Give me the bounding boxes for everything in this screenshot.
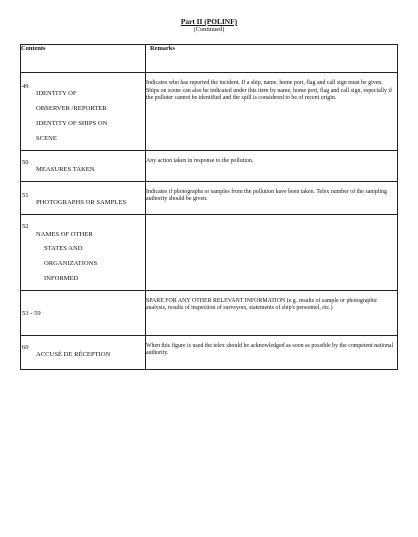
table-header-row xyxy=(21,45,398,73)
contents-remarks-table xyxy=(20,44,398,370)
remarks-cell xyxy=(146,181,398,214)
item-label xyxy=(36,192,145,214)
remarks-cell xyxy=(146,215,398,291)
contents-cell xyxy=(21,335,146,369)
item-label-line: ORGANIZATIONS xyxy=(44,260,98,268)
remarks-cell xyxy=(146,150,398,181)
item-label xyxy=(36,83,145,150)
item-label xyxy=(36,159,145,181)
item-number: 52 xyxy=(22,223,29,231)
table-row xyxy=(21,215,398,291)
item-label-line: STATES AND xyxy=(44,245,83,253)
contents-cell xyxy=(21,215,146,291)
remarks-text: Indicates who has reported the incident. If a ship, name, home port, flag and call sign must be given. Ships on scene can also be indicated under this item by name, home port, flag and call sign, especially if the polluter cannot be identified and the spill is considered to be of recent origin. xyxy=(146,80,393,102)
item-number: 50 xyxy=(22,158,29,166)
remarks-cell xyxy=(146,73,398,151)
contents-cell xyxy=(21,290,146,335)
header-remarks: Remarks xyxy=(146,45,398,73)
item-label-line: IDENTITY OF SHIPS ON xyxy=(36,120,108,128)
remarks-text: SPARE FOR ANY OTHER RELEVANT INFORMATION (e.g. results of sample or photographic analysis, results of inspection of surveyors, statements of ship's personnel, etc.) xyxy=(146,297,378,312)
item-label-line: SCENE xyxy=(36,134,57,142)
table-row xyxy=(21,290,398,335)
item-label xyxy=(36,344,145,366)
contents-cell xyxy=(21,181,146,214)
contents-cell xyxy=(21,150,146,181)
remarks-text xyxy=(146,215,397,224)
item-number: 49 xyxy=(22,83,29,90)
header-contents: Contents xyxy=(21,45,146,73)
item-number: 60 xyxy=(22,343,29,351)
document-subtitle: (Continued) xyxy=(193,26,225,33)
table-row xyxy=(21,73,398,151)
item-label-line: NAMES OF OTHER xyxy=(36,230,93,238)
table-row xyxy=(21,335,398,369)
remarks-text: When this figure is used the telex should be acknowledged as soon as possible by the competent national authority. xyxy=(146,342,394,357)
item-label-line: PHOTOGRAPHS OR SAMPLES xyxy=(36,199,127,207)
item-label xyxy=(36,223,145,290)
document-title: Part II (POLINF) xyxy=(180,17,238,26)
contents-cell xyxy=(21,73,146,151)
item-label-line: MEASURES TAKEN xyxy=(36,166,95,174)
item-label-line: ACCUSÉ DE RÉCEPTION xyxy=(36,351,111,359)
item-label-line: INFORMED xyxy=(44,274,79,282)
table-row xyxy=(21,150,398,181)
item-label-line: OBSERVER /REPORTER xyxy=(36,105,107,113)
remarks-cell xyxy=(146,290,398,335)
table-row xyxy=(21,181,398,214)
remarks-cell xyxy=(146,335,398,369)
item-number: 53 - 59 xyxy=(22,309,41,317)
remarks-text: Indicates if photographs or samples from the pollution have been taken. Telex number of the sampling authority should be given. xyxy=(146,188,387,203)
item-number: 51 xyxy=(22,191,29,199)
item-label-line: IDENTITY OF xyxy=(36,90,77,98)
remarks-text: Any action taken in response to the pollution. xyxy=(146,157,254,164)
title-block xyxy=(0,17,418,34)
